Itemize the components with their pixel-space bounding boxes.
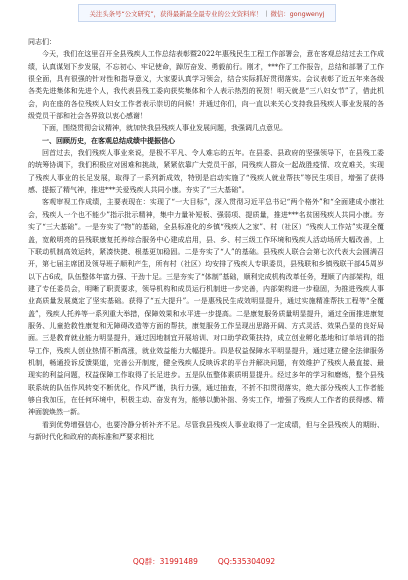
header-banner [78,4,336,22]
banner-wechat: 微信：gongwenyj [270,9,325,18]
section-1-paragraph-2: 客观审视工作成绩，主要表现在：实现了“一大目标”，深入贯彻习近平总书记“两个格外”和“全面建成小康社会，残疾人一个也不能少”指示批示精神，集中力量补短板、强弱项、提质量，推进***名贫困残疾人共同小康。夯实了“三大基础”。一是夯实了“物”的基础，全县标准化的乡镇“残疾人之家”、村（社区）“残疾人工作站”实现全覆盖，宽敞明亮的县残联康复托养综合服务中心建成启用，县、乡、村三级工作环境和残疾人活动场所大幅改善，上下联动机制高效运转，紧凑快捷、根基更加稳固。二是夯实了“人”的基础。县残疾人联合会第七次代表大会圆满召开，第七届主席团及领导班子顺利产生，所有村（社区）均安排了残疾人专职委员，县残联和乡镇残联干部45周岁以下占6成，队伍整体年富力强、干劲十足。三是夯实了“体制”基础，顺利完成机构改革任务，理顺了内部架构，组建了专任委员会，明晰了职责要求，领导机构和成员运行机制进一步完善，内部架构进一步稳固，为推进残疾人事业高质量发展奠定了坚实基础。获得了“五大提升”。一是惠残民生成效明显提升，通过实施精准帮扶工程等“全覆盖”，残疾人托养等一系列重大举措，保障效果和水平进一步提高。二是康复服务质量明显提升，通过全面推进康复服务、儿童抢救性康复和无障碍改造等方面的帮扶，康复服务工作呈现出思路开阔、方式灵活、效果凸显的良好局面。三是教育就业能力明显提升，通过因地制宜开展培训、对口助学政策扶持，成立创业孵化基地和订单培训的指导工作，残疾人创业热情不断高涨，就业效益能力大幅提升。四是权益保障水平明显提升，通过建立健全法律服务机制，畅通投诉反馈渠道，完善公开制度，健全残疾人反映诉求的平台并解决问题，有效维护了残疾人最直接、最现实的利益问题，权益保障工作取得了长足进步。五是队伍整体素质明显提升。经过多年的学习和磨炼，整个县残联系统的队伍作风转变不断优化，作风严谨，执行力强，通过抽查，不折不扣贯彻落实，绝大部分残疾人工作者能够自我加压，在任何环境中，积极主动、奋发有为，能够以勤补拙、务实工作，增强了残疾人工作者的获得感、精神面貌焕然一新。 [28,198,384,417]
footer-qq: QQ:535304092 [217,556,276,566]
banner-separator: | [265,9,268,17]
section-1-heading: 一、回顾历史，在客观总结成绩中提振信心 [42,135,175,145]
document-body [28,36,384,443]
section-1-paragraph-3: 看到优势增强信心，也要冷静分析补齐不足。尽管我县残疾人事业取得了一定成绩，但与全县残疾人的期盼、与新时代化和政府的高标准和严要求相比 [28,420,384,441]
footer-contact [0,552,408,570]
intro-paragraph-2: 下面，围绕贯彻会议精神，就加快我县残疾人事业发展问题，我强调几点意见。 [42,124,287,133]
section-1-paragraph-1: 回首过去，我们残疾人事业来说，是极不平凡、令人难忘的五年。在县委、县政府的坚强领导下，在县残工委的统筹协调下，我们积极应对困难和挑战，紧紧依靠广大党员干部，同残疾人群众一起战胜疫情、攻克难关，实现了残疾人事业的长足发展，取得了一系列新成效，特别是启动实施了“残疾人就业帮扶”等民生项目，增强了获得感、提振了精气神，推进***关爱残疾人共同小康。夯实了“三大基础”。 [28,149,384,195]
salutation: 同志们： [28,38,56,46]
banner-text: 关注头条号“公文研究”，获得最新最全最专业的公文资料库！ [89,9,263,18]
footer-qq-group: QQ群：31991489 [132,556,198,566]
intro-paragraph-1: 今天，我们在这里召开全县残疾人工作总结表彰暨2022年惠残民生工程工作部署会，意在客观总结过去工作成绩，认真谋划下步发展，不忘初心、牢记使命，踔厉奋发、勇毅前行。刚才，***作了工作报告，总结和部署了工作很全面，具有很强的针对性和指导意义，大家要认真学习领会，结合实际抓好贯彻落实。会议表彰了近五年来各级各类先进集体和先进个人，我代表县残工委向获奖集体和个人表示热烈的祝贺！明天就是“三八妇女节”了，借此机会，向在座的各位残疾人妇女工作者表示崇切的问候！并通过你们，向一直以来关心支持我县残疾人事业发展的各级党员干部和社会各界致以衷心感谢！ [28,50,384,121]
